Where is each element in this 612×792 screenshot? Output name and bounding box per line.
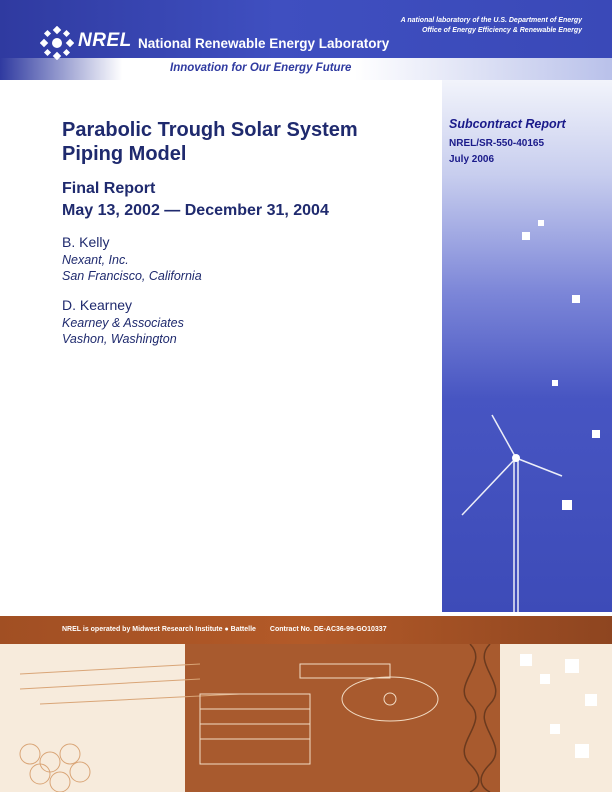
decor-square [572, 295, 580, 303]
title-line-1: Parabolic Trough Solar System [62, 119, 358, 141]
wind-turbine-icon [442, 410, 612, 612]
contract-number: Contract No. DE-AC36-99-GO10337 [269, 626, 387, 633]
author-name: B. Kelly [62, 234, 110, 250]
footer-collage-icon [0, 644, 612, 792]
report-date: July 2006 [449, 154, 495, 165]
title-line-2: Piping Model [62, 143, 187, 165]
nrel-logo-icon [40, 26, 74, 60]
decor-square [522, 232, 530, 240]
lab-affiliation-note [401, 16, 582, 36]
author-organization: Nexant, Inc. [62, 253, 129, 267]
final-report-label: Final Report [62, 180, 156, 197]
author-location: Vashon, Washington [62, 332, 177, 346]
report-title [62, 118, 432, 166]
author-name: D. Kearney [62, 297, 133, 313]
author-organization: Kearney & Associates [62, 316, 184, 330]
tagline: Innovation for Our Energy Future [170, 62, 352, 74]
lab-note-line2: Office of Energy Efficiency & Renewable Energy [421, 27, 582, 34]
lab-name: National Renewable Energy Laboratory [138, 36, 390, 51]
decor-square [538, 220, 544, 226]
author-location: San Francisco, California [62, 269, 202, 283]
report-period: May 13, 2002 — December 31, 2004 [62, 202, 329, 219]
report-type: Subcontract Report [449, 117, 566, 131]
lab-note-line1: A national laboratory of the U.S. Department of Energy [400, 17, 582, 24]
operator-text: NREL is operated by Midwest Research Institute ● Battelle [62, 626, 256, 633]
logo-wordmark: NREL [78, 30, 132, 51]
footer-operator-text [62, 626, 387, 633]
report-number: NREL/SR-550-40165 [449, 138, 545, 149]
decor-square [552, 380, 558, 386]
